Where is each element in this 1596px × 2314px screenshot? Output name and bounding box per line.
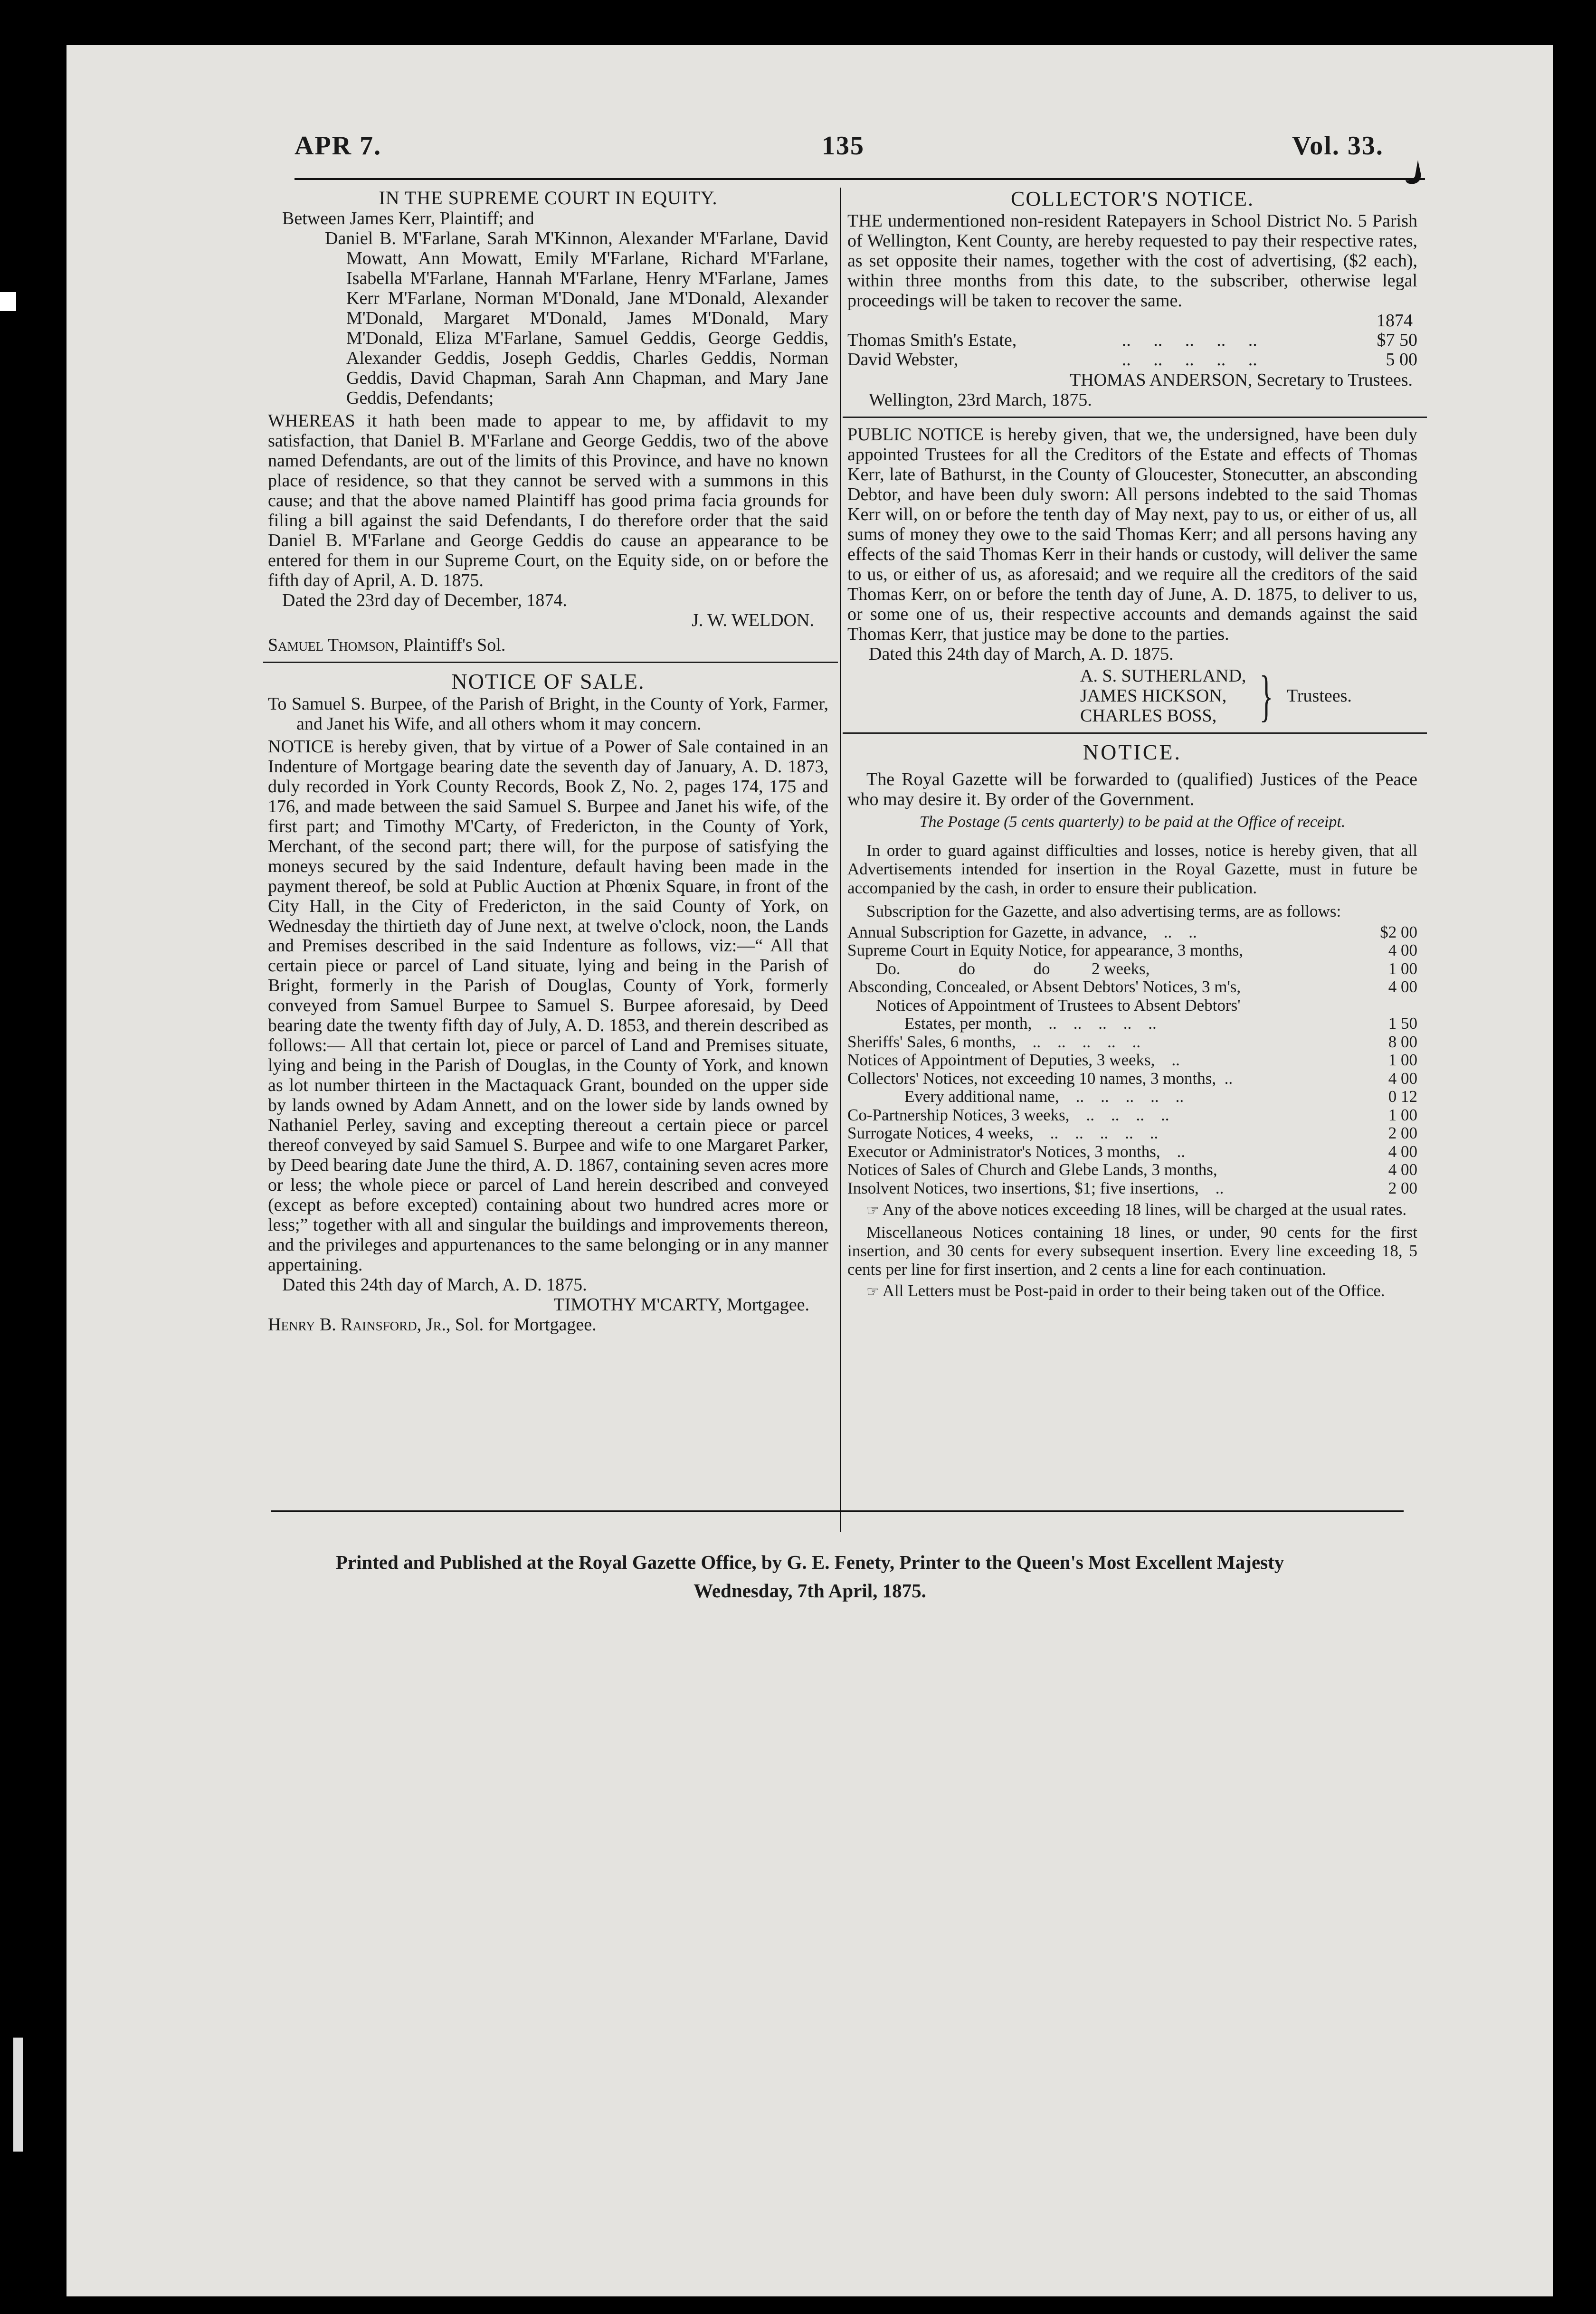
- sale-signature: TIMOTHY M'CARTY, Mortgagee.: [553, 1295, 809, 1315]
- imprint-date: Wednesday, 7th April, 1875.: [694, 1580, 926, 1602]
- rate-amount: [1341, 996, 1417, 1015]
- rates-table: [847, 923, 1417, 1198]
- rate-row: [847, 996, 1417, 1015]
- gazette-notice: [847, 740, 1417, 1300]
- brace-icon: }: [1259, 664, 1273, 727]
- rate-row: [847, 941, 1417, 960]
- rate-label: Executor or Administrator's Notices, 3 months, ..: [847, 1142, 1186, 1161]
- trustee-name: A. S. SUTHERLAND,: [1080, 665, 1246, 686]
- table-row: [847, 331, 1417, 351]
- section-rule: [843, 732, 1427, 734]
- court-signature: J. W. WELDON.: [692, 610, 814, 630]
- collector-title: COLLECTOR'S NOTICE.: [1010, 187, 1254, 210]
- rate-amount: 4 00: [1388, 1160, 1417, 1179]
- trustees-notice: [847, 425, 1417, 726]
- rate-label: Every additional name, .. .. .. .. ..: [904, 1087, 1184, 1106]
- solicitor-name: Samuel Thomson,: [268, 635, 399, 655]
- rate-amount: 4 00: [1388, 1142, 1417, 1161]
- rate-amount: 5 00: [1386, 350, 1417, 370]
- rate-amount: 1 00: [1388, 1051, 1417, 1070]
- court-body: WHEREAS it hath been made to appear to me, by affidavit to my satisfaction, that Daniel B. M'Farlane and George Geddis, two of the above named Defendants, are out of the limits of this Province, and have no known place of residence, so that they cannot be served with a summons in this cause; and that the above named Plaintiff has good prima facia grounds for filing a bill against the said Defendants, I do therefore order that the said Daniel B. M'Farlane and George Geddis do cause an appearance to be entered for them in our Supreme Court, on the Equity side, on or before the fifth day of April, A. D. 1875.: [268, 411, 828, 590]
- rate-row: [847, 1088, 1417, 1106]
- rate-label: Notices of Sales of Church and Glebe Lands, 3 months,: [847, 1160, 1217, 1179]
- court-title: IN THE SUPREME COURT IN EQUITY.: [379, 187, 718, 209]
- trustees-label: Trustees.: [1287, 685, 1352, 706]
- section-rule: [843, 417, 1427, 418]
- collector-body: THE undermentioned non-resident Ratepayers in School District No. 5 Parish of Wellington, Kent County, are hereby requested to pay their respective rates, as set opposite their names, together with the cost of advertising, ($2 each), within three months from this date, to the subscriber, otherwise legal proceedings will be taken to recover the same.: [847, 210, 1417, 311]
- rate-amount: 1 50: [1388, 1014, 1417, 1033]
- rate-row: [847, 1124, 1417, 1143]
- rate-amount: 2 00: [1388, 1178, 1417, 1197]
- volume-number: Vol. 33.: [1292, 131, 1384, 161]
- rate-label: Annual Subscription for Gazette, in advance, .. ..: [847, 922, 1197, 941]
- rate-amount: 8 00: [1388, 1032, 1417, 1051]
- court-between: Between James Kerr, Plaintiff; and: [282, 209, 534, 229]
- rate-amount: $2 00: [1380, 922, 1417, 941]
- rate-label: Notices of Appointment of Deputies, 3 weeks, ..: [847, 1051, 1180, 1070]
- ratepayer-name: David Webster,: [847, 350, 959, 370]
- scan-edge-mark: [13, 2038, 23, 2152]
- ratepayer-name: Thomas Smith's Estate,: [847, 330, 1017, 350]
- court-notice: [268, 188, 828, 655]
- collector-signature: THOMAS ANDERSON, Secretary to Trustees.: [1070, 370, 1413, 390]
- ink-mark-icon: [1404, 159, 1425, 188]
- scan-edge-mark: [0, 292, 16, 311]
- rate-amount: 1 00: [1388, 1105, 1417, 1124]
- solicitor-name: Henry B. Rainsford, Jr.,: [268, 1315, 451, 1335]
- rate-row: [847, 1070, 1417, 1088]
- sale-dated: Dated this 24th day of March, A. D. 1875.: [282, 1275, 587, 1295]
- collector-year: 1874: [1377, 310, 1413, 331]
- issue-date: APR 7.: [294, 131, 382, 161]
- rate-label: Insolvent Notices, two insertions, $1; five insertions, ..: [847, 1178, 1224, 1197]
- trustees-block: [847, 666, 1417, 726]
- court-solicitor: [268, 635, 828, 655]
- solicitor-role: Sol. for Mortgagee.: [455, 1315, 597, 1335]
- rate-row: [847, 1015, 1417, 1033]
- collector-table: [847, 331, 1417, 370]
- rate-row: [847, 1051, 1417, 1070]
- right-column: [847, 188, 1417, 1300]
- rate-label: Collectors' Notices, not exceeding 10 names, 3 months, ..: [847, 1069, 1233, 1088]
- rate-amount: 1 00: [1388, 959, 1417, 978]
- rate-row: [847, 1033, 1417, 1052]
- notice-lead: The Royal Gazette will be forwarded to (qualified) Justices of the Peace who may desire it. By order of the Government.: [847, 769, 1417, 809]
- rate-label: Supreme Court in Equity Notice, for appearance, 3 months,: [847, 941, 1243, 960]
- rate-row: [847, 1179, 1417, 1198]
- left-column: [268, 188, 828, 1335]
- rate-row: [847, 978, 1417, 996]
- imprint-line: Printed and Published at the Royal Gazette Office, by G. E. Fenety, Printer to the Queen's Most Excellent Majesty: [335, 1551, 1284, 1573]
- rate-label: Surrogate Notices, 4 weeks, .. .. .. .. ..: [847, 1124, 1159, 1143]
- bottom-rule: [271, 1510, 1404, 1512]
- notice-postage: The Postage (5 cents quarterly) to be paid at the Office of receipt.: [919, 813, 1346, 831]
- trustee-name: CHARLES BOSS,: [1080, 705, 1217, 726]
- page-number: 135: [822, 131, 864, 161]
- notice-guard: In order to guard against difficulties and losses, notice is hereby given, that all Advertisements intended for insertion in the Royal Gazette, must in future be accompanied by the cash, in order to ensure their publication.: [847, 841, 1417, 897]
- sale-solicitor: [268, 1315, 828, 1335]
- notice-title: NOTICE.: [1083, 740, 1182, 764]
- rate-label: Notices of Appointment of Trustees to Absent Debtors': [876, 996, 1241, 1015]
- rate-amount: 0 12: [1388, 1087, 1417, 1106]
- section-rule: [263, 662, 838, 663]
- public-body: PUBLIC NOTICE is hereby given, that we, the undersigned, have been duly appointed Trustees for all the Creditors of the Estate and effects of Thomas Kerr, late of Bathurst, in the County of Gloucester, Stonecutter, an absconding Debtor, and have been duly sworn: All persons indebted to the said Thomas Kerr will, on or before the tenth day of May next, pay to us, or either of us, all sums of money they owe to the said Thomas Kerr; and all persons having any effects of the said Thomas Kerr in their hands or custody, will deliver the same to us, or either of us, as aforesaid; and we require all the creditors of the said Thomas Kerr, on or before the tenth day of June, A. D. 1875, to deliver to us, or some one of us, their respective accounts and demands against the said Thomas Kerr, that justice may be done to the parties.: [847, 425, 1417, 644]
- solicitor-role: Plaintiff's Sol.: [403, 635, 506, 655]
- notice-letters: [847, 1281, 1417, 1300]
- sale-body: NOTICE is hereby given, that by virtue of a Power of Sale contained in an Indenture of Mortgage bearing date the seventh day of January, A. D. 1873, duly recorded in York County Records, Book Z, No. 2, pages 174, 175 and 176, and made between the said Samuel S. Burpee and Janet his wife, of the first part; and Timothy M'Carty, of Fredericton, in the County of York, Merchant, of the second part; there will, for the purpose of satisfying the moneys secured by the said Indenture, default having been made in the payment thereof, be sold at Public Auction at Phœnix Square, in front of the City Hall, in the City of Fredericton, in the said County of York, on Wednesday the thirtieth day of June next, at twelve o'clock, noon, the Lands and Premises described in the said Indenture as follows, viz:—“ All that certain piece or parcel of Land situate, lying and being in the Parish of Bright, formerly in the Parish of Douglas, County of York, formerly conveyed from Samuel Burpee to Samuel S. Burpee aforesaid, by Deed bearing date the twenty fifth day of July, A. D. 1853, and therein described as follows:— All that certain lot, piece or parcel of Land and Premises situate, lying and being in the Parish of Douglas, in the County of York, and known as lot number thirteen in the Mactaquack Grant, bounded on the upper side by lands owned by Adam Annett, and on the lower side by lands owned by Nathaniel Perley, saving and excepting thereout a certain piece or parcel thereof conveyed by said Samuel S. Burpee and wife to one Margaret Parker, by Deed bearing date June the third, A. D. 1867, containing seven acres more or less; the whole piece or parcel of Land herein described and conveyed (except as before excepted) containing about two hundred acres more or less;” together with all and singular the buildings and improvements thereon, and the privileges and appurtenances to the same belonging or in any manner appertaining.: [268, 736, 828, 1275]
- notice-terms-intro: Subscription for the Gazette, and also advertising terms, are as follows:: [866, 901, 1341, 920]
- rate-label: Estates, per month, .. .. .. .. ..: [904, 1014, 1157, 1033]
- sale-addressee: To Samuel S. Burpee, of the Parish of Bright, in the County of York, Farmer, and Janet his Wife, and all others whom it may concern.: [268, 693, 828, 734]
- leader-dots: .. .. .. .. ..: [1121, 330, 1257, 350]
- rate-label: Co-Partnership Notices, 3 weeks, .. .. .. ..: [847, 1105, 1169, 1124]
- letters-text: All Letters must be Post-paid in order to their being taken out of the Office.: [882, 1281, 1385, 1300]
- court-dated: Dated the 23rd day of December, 1874.: [282, 590, 567, 610]
- column-divider: [840, 188, 841, 1532]
- rate-row: [847, 1161, 1417, 1179]
- trustee-names: [1080, 666, 1246, 726]
- collector-dated: Wellington, 23rd March, 1875.: [869, 390, 1092, 410]
- rate-row: [847, 960, 1417, 978]
- rate-amount: $7 50: [1377, 330, 1417, 350]
- rate-label: Absconding, Concealed, or Absent Debtors' Notices, 3 m's,: [847, 977, 1241, 996]
- trustee-name: JAMES HICKSON,: [1080, 685, 1227, 706]
- excess-text: Any of the above notices exceeding 18 lines, will be charged at the usual rates.: [882, 1200, 1407, 1219]
- collector-notice: [847, 188, 1417, 410]
- rate-row: [847, 1143, 1417, 1161]
- rate-label: Sheriffs' Sales, 6 months, .. .. .. .. ..: [847, 1032, 1141, 1051]
- rate-amount: 4 00: [1388, 977, 1417, 996]
- gazette-page: [66, 45, 1553, 2296]
- rate-row: [847, 1106, 1417, 1125]
- table-row: [847, 350, 1417, 370]
- header-rule: [294, 178, 1425, 180]
- notice-excess: [847, 1200, 1417, 1219]
- rate-amount: 4 00: [1388, 1069, 1417, 1088]
- notice-misc: Miscellaneous Notices containing 18 lines, or under, 90 cents for the first insertion, and 30 cents for every subsequent insertion. Every line exceeding 18, 5 cents per line for first insertion, and 2 cents a line for each continuation.: [847, 1223, 1417, 1279]
- leader-dots: .. .. .. .. ..: [1121, 350, 1257, 370]
- rate-label: Do. do do 2 weeks,: [876, 959, 1150, 978]
- rate-amount: 4 00: [1388, 941, 1417, 960]
- rate-amount: 2 00: [1388, 1124, 1417, 1143]
- sale-title: NOTICE OF SALE.: [451, 669, 645, 693]
- pointing-hand-icon: ☞: [866, 1203, 879, 1219]
- notice-terms: [847, 841, 1417, 1300]
- public-dated: Dated this 24th day of March, A. D. 1875.: [869, 644, 1174, 664]
- pointing-hand-icon: ☞: [866, 1284, 879, 1300]
- court-defendants: Daniel B. M'Farlane, Sarah M'Kinnon, Alexander M'Farlane, David Mowatt, Ann Mowatt, Emily M'Farlane, Richard M'Farlane, Isabella M'Farlane, Hannah M'Farlane, Henry M'Farlane, James Kerr M'Farlane, Norman M'Donald, Jane M'Donald, Alexander M'Donald, Margaret M'Donald, James M'Donald, Mary M'Donald, Eliza M'Farlane, Samuel Geddis, George Geddis, Alexander Geddis, Joseph Geddis, Charles Geddis, Norman Geddis, David Chapman, Sarah Ann Chapman, and Mary Jane Geddis, Defendants;: [325, 228, 828, 408]
- sale-notice: [268, 670, 828, 1335]
- rate-row: [847, 923, 1417, 942]
